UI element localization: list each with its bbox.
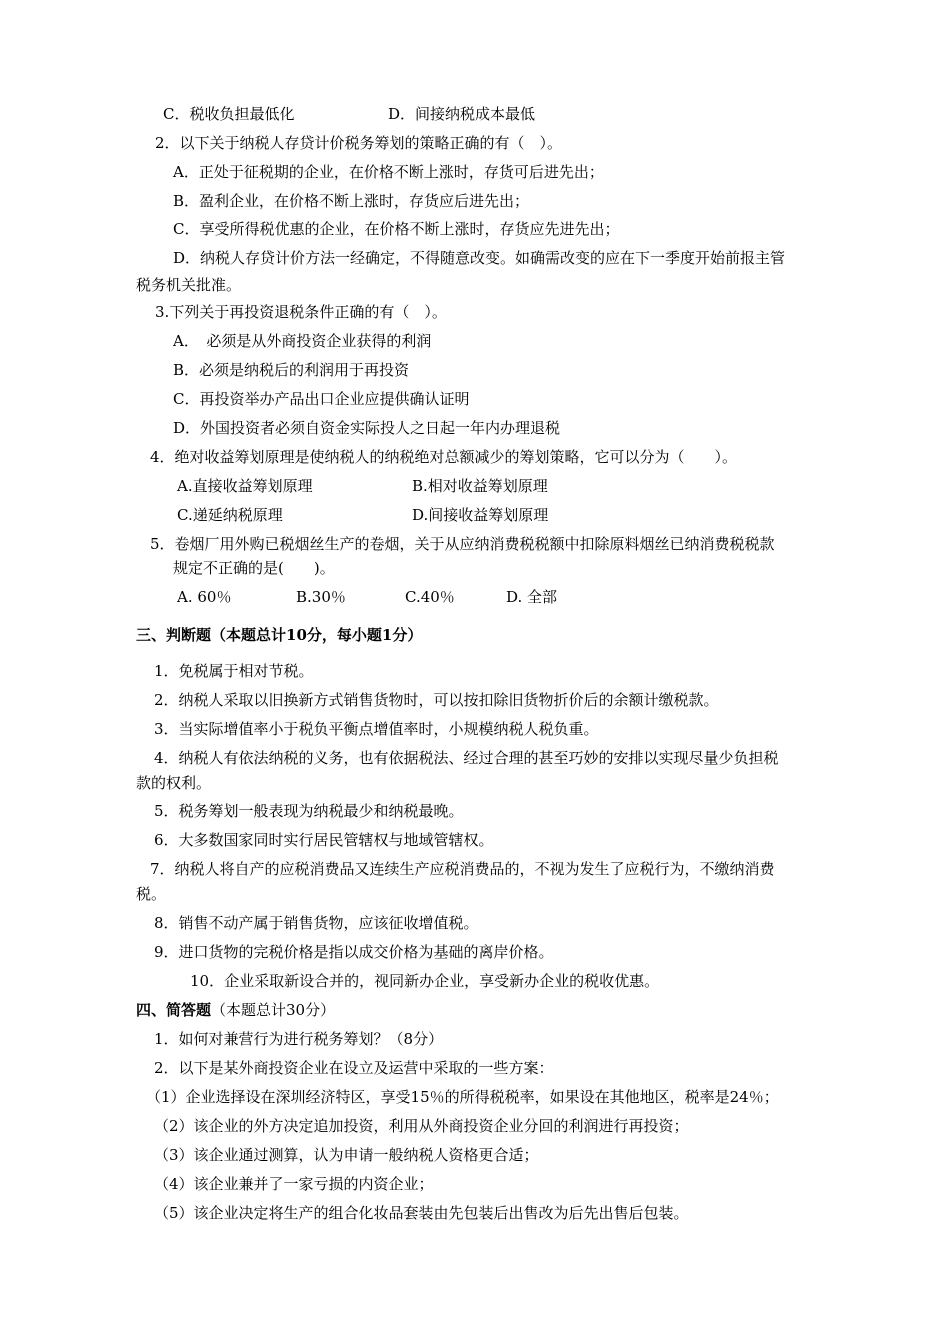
- tf-item-5: 5．税务筹划一般表现为纳税最少和纳税最晚。: [154, 802, 464, 820]
- sa-plan-3: （3）该企业通过测算，认为申请一般纳税人资格更合适；: [154, 1146, 539, 1164]
- option-c: C．税收负担最低化: [163, 105, 295, 123]
- sa-plan-4: （4）该企业兼并了一家亏损的内资企业；: [154, 1175, 434, 1193]
- tf-item-1: 1．免税属于相对节税。: [154, 662, 314, 680]
- q5-stem: 5．卷烟厂用外购已税烟丝生产的卷烟，关于从应纳消费税税额中扣除原料烟丝已纳消费税税款: [150, 535, 775, 553]
- tf-item-9: 9．进口货物的完税价格是指以成交价格为基础的离岸价格。: [154, 943, 554, 961]
- q5-stem-cont: 规定不正确的是( )。: [173, 559, 335, 577]
- q2-stem: 2．以下关于纳税人存贷计价税务筹划的策略正确的有（ ）。: [155, 134, 563, 152]
- q2-option-a: A．正处于征税期的企业，在价格不断上涨时，存货可后进先出；: [173, 163, 604, 181]
- q4-stem: 4．绝对收益筹划原理是使纳税人的纳税绝对总额减少的筹划策略，它可以分为（ ）。: [150, 448, 738, 466]
- tf-item-4: 4．纳税人有依法纳税的义务，也有依据税法、经过合理的甚至巧妙的安排以实现尽量少负担税: [154, 749, 779, 767]
- option-d: D．间接纳税成本最低: [388, 105, 536, 123]
- q3-option-b: B．必须是纳税后的利润用于再投资: [173, 361, 410, 379]
- sa-plan-1: （1）企业选择设在深圳经济特区，享受15％的所得税税率，如果设在其他地区，税率是24％；: [146, 1088, 779, 1106]
- q2-option-b: B．盈利企业，在价格不断上涨时，存货应后进先出；: [173, 192, 530, 210]
- tf-item-6: 6．大多数国家同时实行居民管辖权与地域管辖权。: [154, 831, 494, 849]
- q3-option-a: A． 必须是从外商投资企业获得的利润: [173, 332, 432, 350]
- tf-item-3: 3．当实际增值率小于税负平衡点增值率时，小规模纳税人税负重。: [154, 720, 599, 738]
- q3-option-d: D．外国投资者必须自资金实际投人之日起一年内办理退税: [173, 419, 561, 437]
- sa-question-1: 1．如何对兼营行为进行税务筹划？（8分）: [154, 1030, 444, 1048]
- q3-stem: 3.下列关于再投资退税条件正确的有（ ）。: [155, 303, 447, 321]
- section4-heading: [136, 1000, 335, 1020]
- tf-item-8: 8．销售不动产属于销售货物，应该征收增值税。: [154, 914, 479, 932]
- q2-option-c: C．享受所得税优惠的企业，在价格不断上涨时，存货应先进先出；: [173, 220, 620, 238]
- section4-heading-score: （本题总计30分）: [211, 1001, 336, 1019]
- q2-option-d-cont: 税务机关批准。: [136, 276, 242, 294]
- q5-option-a: A. 60％: [177, 588, 232, 606]
- sa-plan-5: （5）该企业决定将生产的组合化妆品套装由先包装后出售改为后先出售后包装。: [154, 1204, 689, 1222]
- sa-plan-2: （2）该企业的外方决定追加投资，利用从外商投资企业分回的利润进行再投资；: [154, 1117, 689, 1135]
- q2-option-d: D．纳税人存贷计价方法一经确定，不得随意改变。如确需改变的应在下一季度开始前报主管: [173, 249, 786, 267]
- section3-heading: 三、判断题（本题总计10分，每小题1分）: [136, 626, 423, 644]
- q4-option-b: B.相对收益筹划原理: [412, 477, 548, 495]
- q5-option-c: C.40％: [405, 588, 455, 606]
- q4-option-c: C.递延纳税原理: [177, 506, 283, 524]
- section4-heading-label: 四、简答题: [136, 1001, 212, 1019]
- tf-item-10: 10．企业采取新设合并的，视同新办企业，享受新办企业的税收优惠。: [190, 972, 660, 990]
- tf-item-4-cont: 款的权利。: [136, 774, 212, 792]
- q5-option-b: B.30％: [296, 588, 346, 606]
- tf-item-7: 7．纳税人将自产的应税消费品又连续生产应税消费品的，不视为发生了应税行为，不缴纳消费: [150, 860, 775, 878]
- q3-option-c: C．再投资举办产品出口企业应提供确认证明: [173, 390, 470, 408]
- q4-option-d: D.间接收益筹划原理: [412, 506, 549, 524]
- tf-item-2: 2．纳税人采取以旧换新方式销售货物时，可以按扣除旧货物折价后的余额计缴税款。: [154, 691, 719, 709]
- q5-option-d: D. 全部: [506, 588, 558, 606]
- q4-option-a: A.直接收益筹划原理: [177, 477, 313, 495]
- tf-item-7-cont: 税。: [136, 885, 167, 903]
- sa-question-2: 2．以下是某外商投资企业在设立及运营中采取的一些方案：: [154, 1059, 554, 1077]
